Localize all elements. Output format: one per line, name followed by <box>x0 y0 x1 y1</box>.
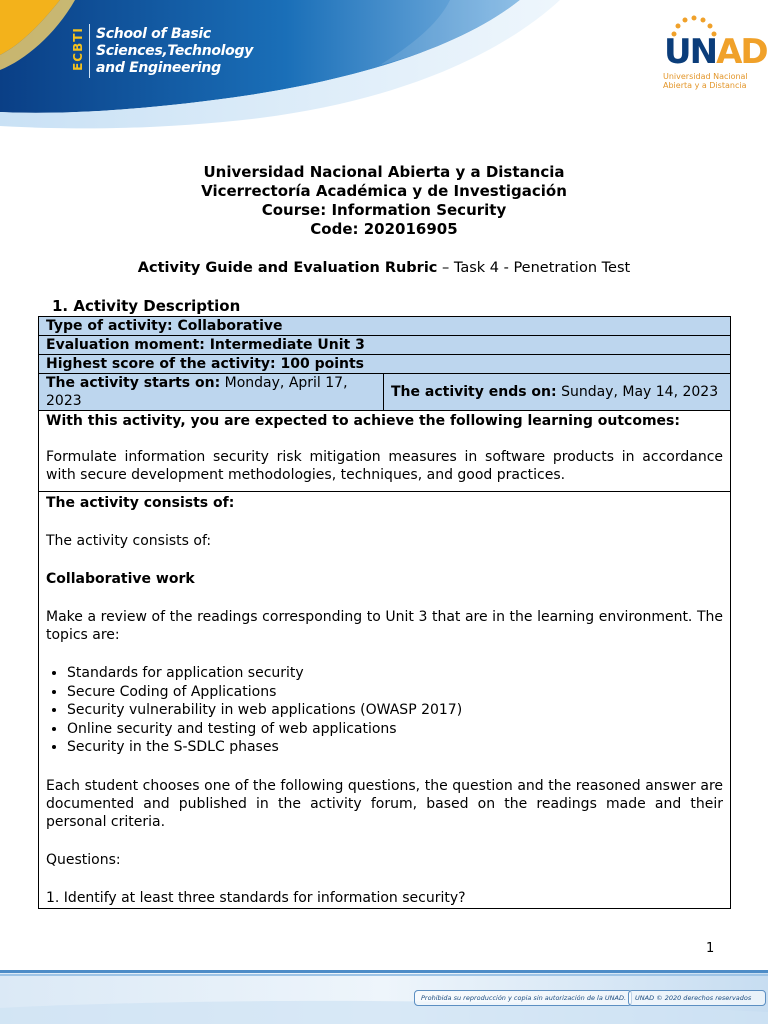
question-1: 1. Identify at least three standards for information security? <box>46 889 466 906</box>
document-titles <box>0 163 768 239</box>
unad-logo <box>660 14 767 94</box>
ends-label: The activity ends on: <box>391 384 557 400</box>
consists-heading: The activity consists of: <box>46 495 235 511</box>
cell-learning-outcomes <box>39 411 731 492</box>
title-code: Code: 202016905 <box>310 220 458 238</box>
consists-text: The activity consists of: <box>46 533 212 549</box>
topic-item: • Standards for application security <box>67 664 723 683</box>
cell-type-of-activity: Type of activity: Collaborative <box>39 317 731 336</box>
topic-item: • Online security and testing of web applications <box>67 720 723 739</box>
topics-list <box>46 664 723 757</box>
guide-title <box>0 259 768 277</box>
ends-value: Sunday, May 14, 2023 <box>556 384 719 400</box>
footer-notice-left: Prohibida su reproducción y copia sin autorización de la UNAD. <box>414 990 632 1006</box>
row-learning-outcomes <box>39 411 731 492</box>
cell-highest-score: Highest score of the activity: 100 points <box>39 355 731 374</box>
footer-notice-right: UNAD © 2020 derechos reservados <box>628 990 766 1006</box>
outcomes-text: Formulate information security risk mitigation measures in software products in accordance with secure development methodologies, techniques, and good practices. <box>46 449 724 483</box>
topic-item: • Secure Coding of Applications <box>67 683 723 702</box>
starts-value: Monday, April 17, 2023 <box>46 375 348 409</box>
cell-evaluation-moment: Evaluation moment: Intermediate Unit 3 <box>39 336 731 355</box>
unad-logo-word <box>664 32 767 72</box>
questions-label: Questions: <box>46 851 121 868</box>
ecbti-tag <box>70 18 86 80</box>
unad-logo-sub-2: Abierta y a Distancia <box>663 81 747 90</box>
guide-title-rest: – Task 4 - Penetration Test <box>437 260 631 276</box>
title-course: Course: Information Security <box>261 201 507 219</box>
cell-activity-consists <box>39 492 731 909</box>
starts-label: The activity starts on: <box>46 375 221 391</box>
cell-ends-on <box>384 374 731 411</box>
school-divider <box>89 24 90 78</box>
row-activity-consists <box>39 492 731 909</box>
header-banner <box>0 0 768 140</box>
ecbti-tag-text: ECBTI <box>71 27 85 71</box>
review-text: Make a review of the readings corresponding to Unit 3 that are in the learning environment. The topics are: <box>46 609 724 643</box>
outcomes-heading: With this activity, you are expected to achieve the following learning outcomes: <box>46 413 680 429</box>
topic-item: • Security vulnerability in web applications (OWASP 2017) <box>67 701 723 720</box>
row-highest-score <box>39 355 731 374</box>
collab-heading: Collaborative work <box>46 571 195 587</box>
unad-logo-subtitle <box>663 72 748 90</box>
activity-table <box>38 316 731 909</box>
unad-logo-word-accent: AD <box>716 32 767 72</box>
unad-logo-word-main: UN <box>664 32 717 72</box>
row-type-of-activity <box>39 317 731 336</box>
row-evaluation-moment <box>39 336 731 355</box>
unad-logo-sub-1: Universidad Nacional <box>663 72 748 81</box>
section-heading: 1. Activity Description <box>52 297 241 315</box>
title-university: Universidad Nacional Abierta y a Distancia <box>203 163 565 181</box>
school-line-3: and Engineering <box>96 60 221 76</box>
each-student-text: Each student chooses one of the following questions, the question and the reasoned answer are documented and published in the activity forum, based on the readings made and their personal criteria. <box>46 777 724 830</box>
topic-item: • Security in the S-SDLC phases <box>67 738 723 757</box>
row-dates <box>39 374 731 411</box>
school-name <box>96 26 253 77</box>
guide-title-bold: Activity Guide and Evaluation Rubric <box>137 260 438 276</box>
cell-starts-on <box>39 374 384 411</box>
page-number: 1 <box>706 941 715 956</box>
school-line-1: School of Basic <box>96 26 211 42</box>
title-vicerrectoria: Vicerrectoría Académica y de Investigación <box>201 182 567 200</box>
school-line-2: Sciences,Technology <box>96 43 254 59</box>
